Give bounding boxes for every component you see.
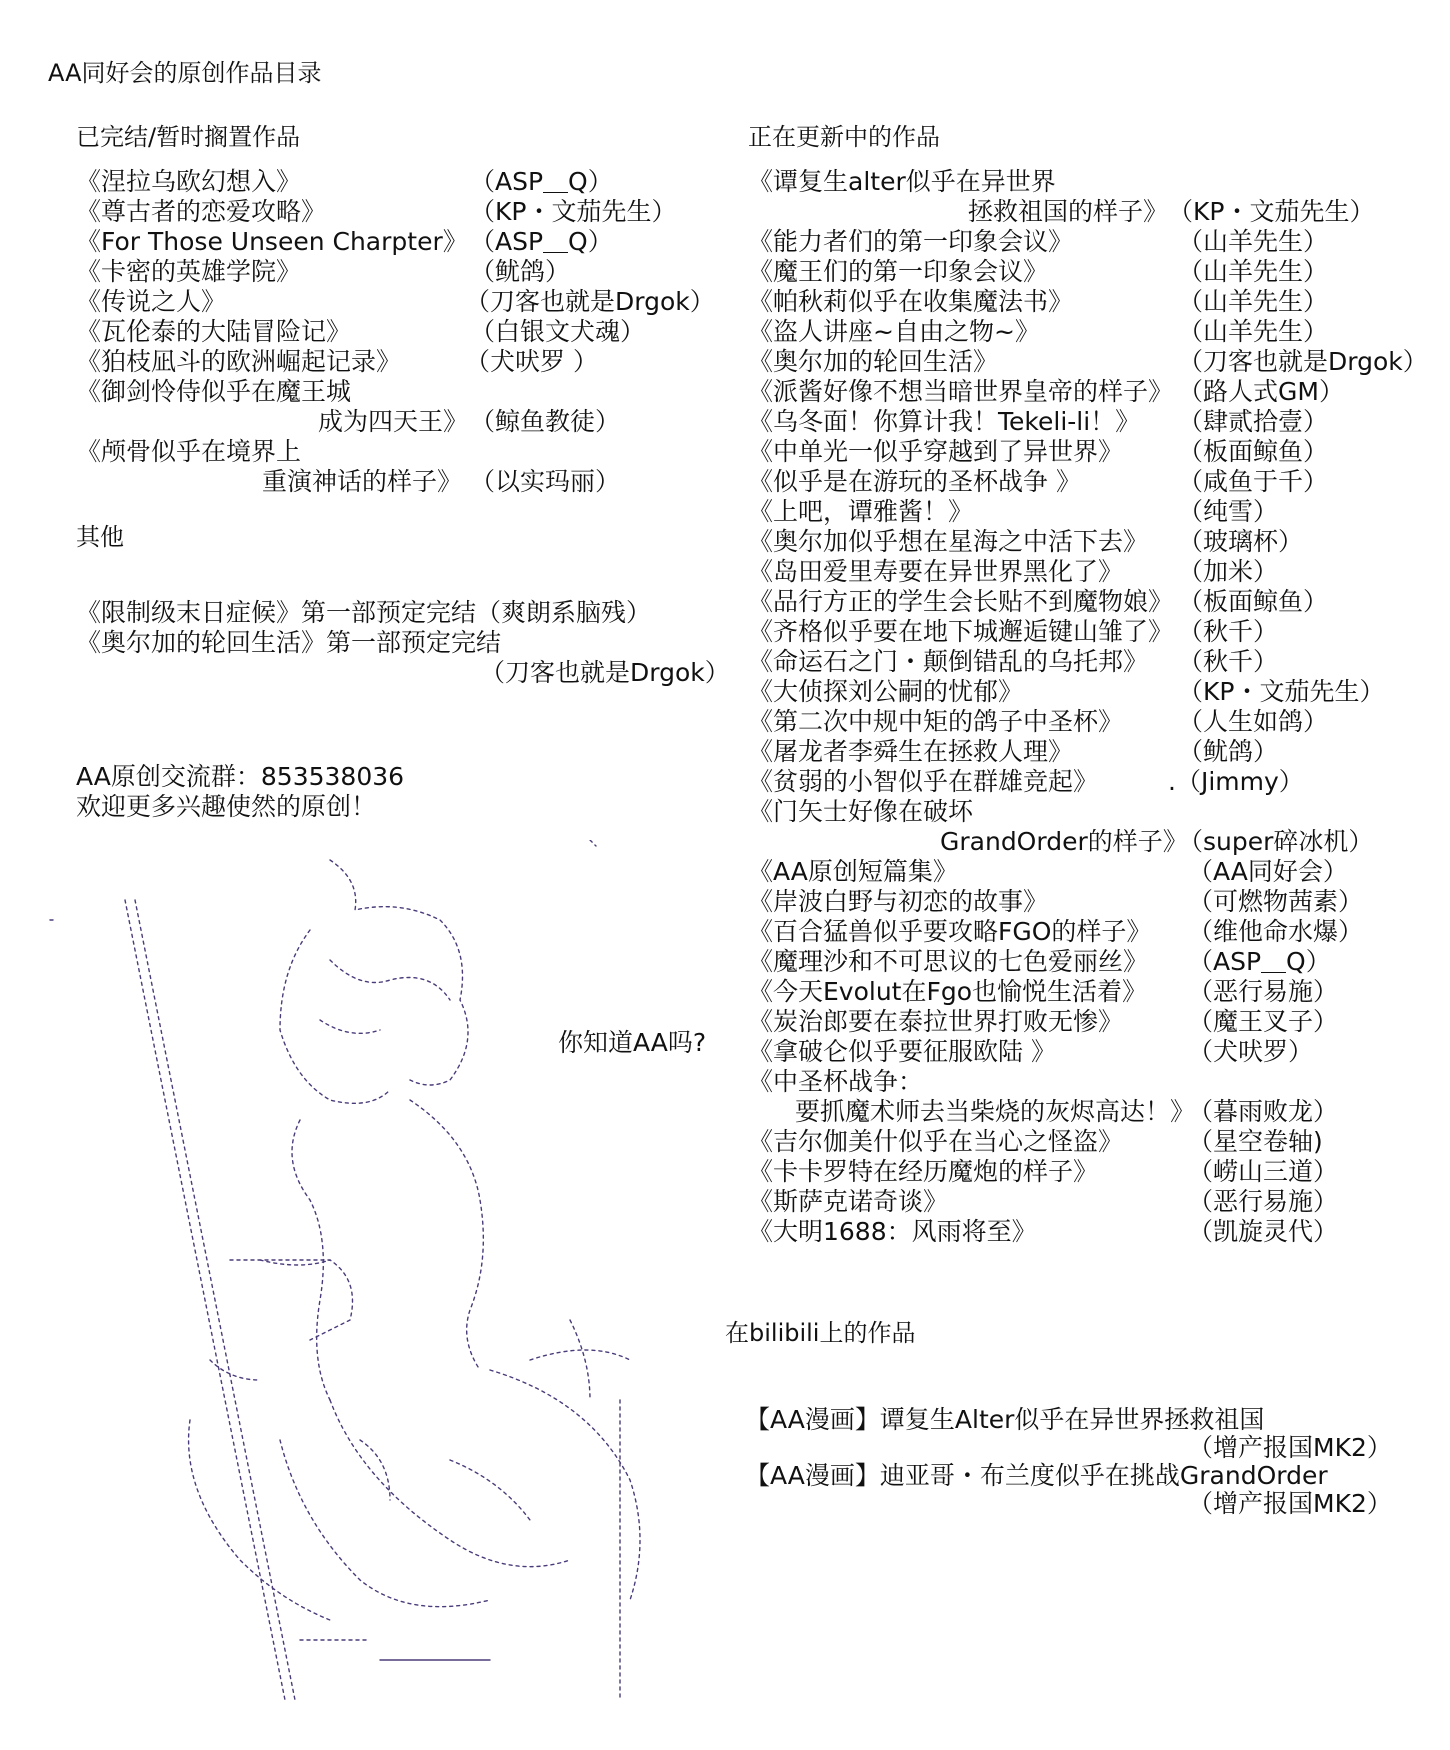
completed-item-title-cont: 重演神话的样子》 [262, 467, 463, 496]
ascii-art-figure [30, 840, 670, 1720]
updating-item-title: 《齐格似乎要在地下城邂逅键山雏了》 [748, 617, 1174, 646]
bilibili-item-author: （增产报国MK2） [1188, 1489, 1392, 1518]
updating-item-title: 《门矢士好像在破坏 [748, 797, 974, 826]
updating-item-title: 《命运石之门・颠倒错乱的乌托邦》 [748, 647, 1149, 676]
completed-item-title: 《瓦伦泰的大陆冒险记》 [76, 317, 352, 346]
updating-heading: 正在更新中的作品 [748, 123, 940, 151]
updating-item-title: 《百合猛兽似乎要攻略FGO的样子》 [748, 917, 1152, 946]
updating-item-author: （路人式GM） [1178, 377, 1344, 406]
updating-item-author: （崂山三道） [1188, 1157, 1339, 1186]
updating-item-author: （魔王叉子） [1188, 1007, 1339, 1036]
other-heading: 其他 [76, 523, 124, 551]
updating-item-title: 《谭复生alter似乎在异世界 [748, 167, 1056, 196]
completed-item-title: 《涅拉乌欧幻想入》 [76, 167, 302, 196]
updating-item-author: （恶行易施） [1188, 977, 1339, 1006]
updating-item-author: （板面鲸鱼） [1178, 437, 1329, 466]
updating-item-title: 《岛田爱里寿要在异世界黑化了》 [748, 557, 1124, 586]
updating-item-author: （刀客也就是Drgok） [1178, 347, 1428, 376]
updating-item-title: 《AA原创短篇集》 [748, 857, 958, 886]
completed-item-author: （ASP＿Q） [470, 227, 613, 256]
updating-item-author: （super碎冰机） [1178, 827, 1374, 856]
other-line: 《奥尔加的轮回生活》第一部预定完结 [76, 628, 502, 657]
completed-item-title: 《For Those Unseen Charpter》 [76, 227, 468, 256]
updating-item-title: 《魔王们的第一印象会议》 [748, 257, 1049, 286]
updating-item-author: （山羊先生） [1178, 287, 1329, 316]
page-title: AA同好会的原创作品目录 [48, 59, 322, 87]
updating-item-author: （鱿鸽） [1178, 737, 1279, 766]
bilibili-item-title: 【AA漫画】谭复生Alter似乎在异世界拯救祖国 [745, 1405, 1265, 1434]
updating-item-author: （ASP＿Q） [1188, 947, 1331, 976]
updating-item-author: （玻璃杯） [1178, 527, 1304, 556]
completed-item-title: 《狛枝凪斗的欧洲崛起记录》 [76, 347, 402, 376]
updating-item-author: （KP・文茄先生） [1178, 677, 1385, 706]
updating-item-author: （山羊先生） [1178, 317, 1329, 346]
updating-item-title-cont: GrandOrder的样子》 [940, 827, 1188, 856]
bilibili-item-title: 【AA漫画】迪亚哥・布兰度似乎在挑战GrandOrder [745, 1461, 1328, 1490]
updating-item-title: 《奥尔加似乎想在星海之中活下去》 [748, 527, 1149, 556]
updating-item-author: （人生如鸽） [1178, 707, 1329, 736]
updating-item-author: （凯旋灵代） [1188, 1217, 1339, 1246]
updating-item-author: （纯雪） [1178, 497, 1279, 526]
completed-item-author: （ASP＿Q） [470, 167, 613, 196]
updating-item-author: （加米） [1178, 557, 1279, 586]
art-caption: 你知道AA吗? [558, 1028, 707, 1057]
completed-item-title: 《御剑怜侍似乎在魔王城 [76, 377, 352, 406]
updating-item-author: （肆贰拾壹） [1178, 407, 1329, 436]
updating-item-author: （维他命水爆） [1188, 917, 1364, 946]
completed-item-title: 《颅骨似乎在境界上 [76, 437, 302, 466]
updating-item-title: 《第二次中规中矩的鸽子中圣杯》 [748, 707, 1124, 736]
updating-item-author: （板面鲸鱼） [1178, 587, 1329, 616]
updating-item-author: （犬吠罗） [1188, 1037, 1314, 1066]
updating-item-title: 《似乎是在游玩的圣杯战争 》 [748, 467, 1081, 496]
updating-item-author: .（Jimmy） [1168, 767, 1304, 796]
group-welcome: 欢迎更多兴趣使然的原创！ [76, 792, 377, 821]
group-number: AA原创交流群：853538036 [76, 762, 405, 791]
updating-item-author: （KP・文茄先生） [1168, 197, 1375, 226]
completed-item-title-cont: 成为四天王》 [318, 407, 469, 436]
other-line: 《限制级末日症候》第一部预定完结（爽朗系脑残） [76, 598, 652, 627]
completed-item-author: （鱿鸽） [470, 257, 571, 286]
updating-item-author: （秋千） [1178, 617, 1279, 646]
other-author: （刀客也就是Drgok） [480, 658, 730, 687]
updating-item-author: （可燃物茜素） [1188, 887, 1364, 916]
updating-item-title: 《屠龙者李舜生在拯救人理》 [748, 737, 1074, 766]
bilibili-item-author: （增产报国MK2） [1188, 1433, 1392, 1462]
updating-item-author: （山羊先生） [1178, 227, 1329, 256]
updating-item-title: 《斯萨克诺奇谈》 [748, 1187, 949, 1216]
completed-item-title: 《传说之人》 [76, 287, 227, 316]
updating-item-title: 《乌冬面！你算计我！Tekeli-li！》 [748, 407, 1141, 436]
completed-heading: 已完结/暂时搁置作品 [76, 123, 301, 151]
updating-item-author: （恶行易施） [1188, 1187, 1339, 1216]
updating-item-title: 《岸波白野与初恋的故事》 [748, 887, 1049, 916]
updating-item-title: 《魔理沙和不可思议的七色爱丽丝》 [748, 947, 1149, 976]
updating-item-title: 《今天Evolut在Fgo也愉悦生活着》 [748, 977, 1148, 1006]
completed-item-title: 《尊古者的恋爱攻略》 [76, 197, 327, 226]
updating-item-author: （AA同好会） [1188, 857, 1348, 886]
bilibili-heading: 在bilibili上的作品 [725, 1319, 916, 1347]
updating-item-title: 《上吧，谭雅酱！》 [748, 497, 974, 526]
completed-item-author: （白银文犬魂） [470, 317, 646, 346]
completed-item-title: 《卡密的英雄学院》 [76, 257, 302, 286]
updating-item-title: 《品行方正的学生会长贴不到魔物娘》 [748, 587, 1174, 616]
updating-item-title-cont: 要抓魔术师去当柴烧的灰烬高达！》 [795, 1097, 1196, 1126]
updating-item-title: 《中单光一似乎穿越到了异世界》 [748, 437, 1124, 466]
updating-item-title: 《炭治郎要在泰拉世界打败无惨》 [748, 1007, 1124, 1036]
updating-item-author: （山羊先生） [1178, 257, 1329, 286]
updating-item-title: 《奥尔加的轮回生活》 [748, 347, 999, 376]
updating-item-title-cont: 拯救祖国的样子》 [968, 197, 1169, 226]
updating-item-title: 《能力者们的第一印象会议》 [748, 227, 1074, 256]
updating-item-title: 《中圣杯战争： [748, 1067, 924, 1096]
updating-item-title: 《派酱好像不想当暗世界皇帝的样子》 [748, 377, 1174, 406]
updating-item-author: （星空卷轴) [1188, 1127, 1323, 1156]
updating-item-title: 《大明1688：风雨将至》 [748, 1217, 1037, 1246]
updating-item-title: 《拿破仑似乎要征服欧陆 》 [748, 1037, 1056, 1066]
updating-item-title: 《帕秋莉似乎在收集魔法书》 [748, 287, 1074, 316]
updating-item-title: 《大侦探刘公嗣的忧郁》 [748, 677, 1024, 706]
updating-item-author: （咸鱼于千） [1178, 467, 1329, 496]
updating-item-author: （暮雨败龙） [1188, 1097, 1339, 1126]
updating-item-title: 《盗人讲座~自由之物~》 [748, 317, 1040, 346]
updating-item-title: 《贫弱的小智似乎在群雄竞起》 [748, 767, 1099, 796]
updating-item-title: 《吉尔伽美什似乎在当心之怪盗》 [748, 1127, 1124, 1156]
completed-item-author: （犬吠罗 ） [465, 347, 598, 376]
completed-item-author: （以实玛丽） [470, 467, 621, 496]
completed-item-author: （KP・文茄先生） [470, 197, 677, 226]
updating-item-title: 《卡卡罗特在经历魔炮的样子》 [748, 1157, 1099, 1186]
updating-item-author: （秋千） [1178, 647, 1279, 676]
completed-item-author: （刀客也就是Drgok） [465, 287, 715, 316]
completed-item-author: （鲸鱼教徒） [470, 407, 621, 436]
